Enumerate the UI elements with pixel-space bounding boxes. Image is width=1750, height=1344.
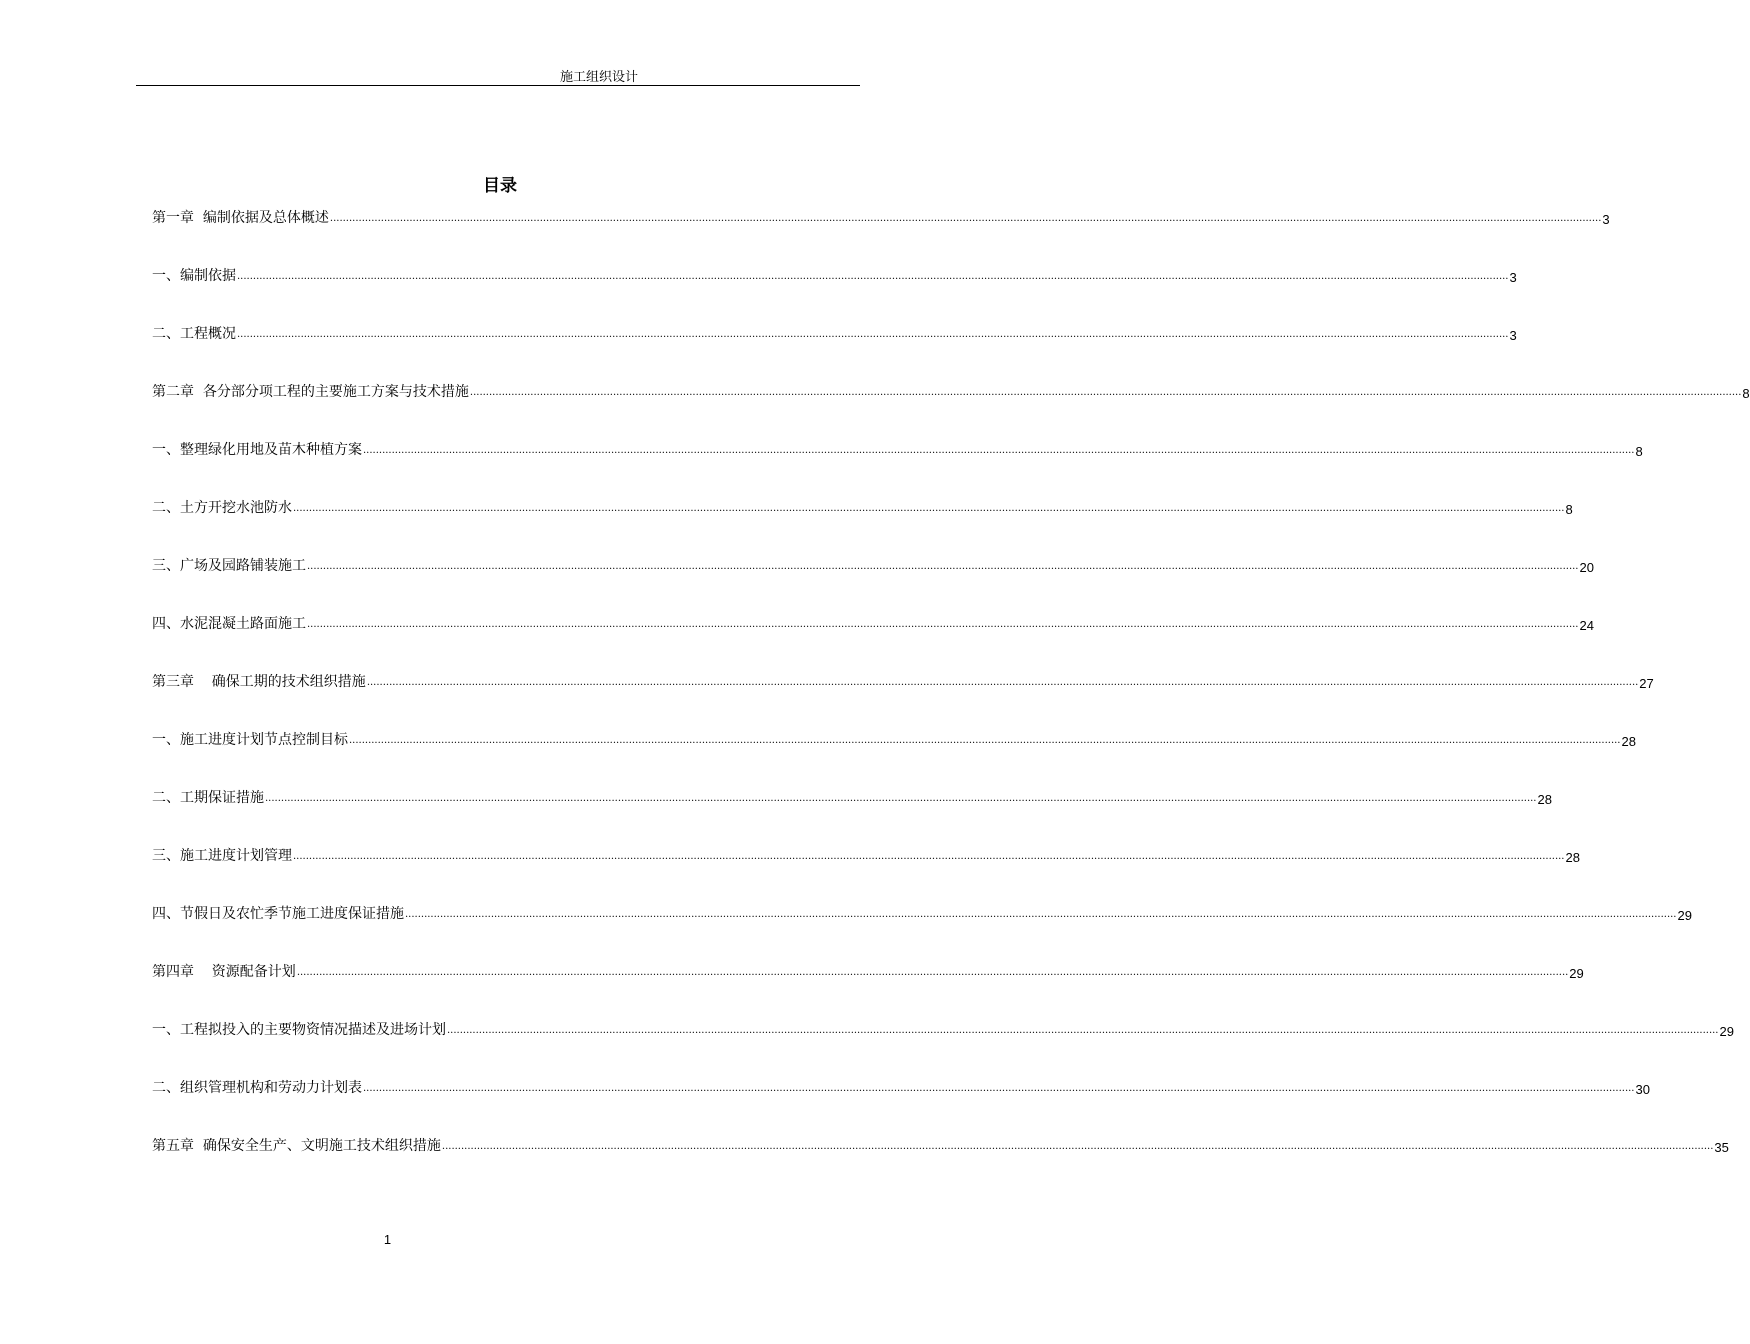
toc-entry-label: 四、节假日及农忙季节施工进度保证措施 — [152, 906, 404, 922]
toc-dot-leader: ................................................................................................................................................................................................................................................................................................................................................................................................................ — [363, 445, 1635, 456]
toc-entry-page: 29 — [1677, 908, 1692, 923]
toc-dot-leader: ................................................................................................................................................................................................................................................................................................................................................................................................................ — [366, 677, 1639, 688]
toc-entry[interactable] — [152, 959, 1584, 981]
header-title: 施工组织设计 — [560, 70, 639, 85]
toc-entry[interactable] — [152, 1017, 1734, 1039]
toc-entry[interactable] — [152, 379, 1750, 401]
toc-dot-leader: ................................................................................................................................................................................................................................................................................................................................................................................................................ — [237, 271, 1509, 282]
toc-entry-page: 27 — [1639, 676, 1654, 691]
toc-entry[interactable] — [152, 553, 1594, 575]
toc-entry-page: 30 — [1635, 1082, 1650, 1097]
toc-entry-label: 第三章 确保工期的技术组织措施 — [152, 674, 366, 690]
toc-entry-label: 一、工程拟投入的主要物资情况描述及进场计划 — [152, 1022, 446, 1038]
page-number: 1 — [383, 1232, 392, 1247]
toc-title: 目录 — [483, 176, 517, 196]
toc-entry-page: 29 — [1569, 966, 1584, 981]
toc-entry-page: 28 — [1565, 850, 1580, 865]
toc-dot-leader: ................................................................................................................................................................................................................................................................................................................................................................................................................ — [293, 503, 1565, 514]
toc-entry[interactable] — [152, 611, 1594, 633]
toc-dot-leader: ................................................................................................................................................................................................................................................................................................................................................................................................................ — [329, 213, 1602, 224]
toc-dot-leader: ................................................................................................................................................................................................................................................................................................................................................................................................................ — [237, 329, 1509, 340]
toc-dot-leader: ................................................................................................................................................................................................................................................................................................................................................................................................................ — [349, 735, 1621, 746]
toc-entry[interactable] — [152, 669, 1654, 691]
toc-entry-page: 24 — [1579, 618, 1594, 633]
toc-entry[interactable] — [152, 321, 1517, 343]
toc-entry-page: 8 — [1565, 502, 1573, 517]
toc-entry-page: 28 — [1537, 792, 1552, 807]
toc-dot-leader: ................................................................................................................................................................................................................................................................................................................................................................................................................ — [405, 909, 1677, 920]
toc-entry-label: 一、编制依据 — [152, 268, 236, 284]
toc-entry-label: 二、工程概况 — [152, 326, 236, 342]
toc-entry[interactable] — [152, 205, 1610, 227]
toc-entry-label: 一、施工进度计划节点控制目标 — [152, 732, 348, 748]
toc-entry-label: 三、广场及园路铺装施工 — [152, 558, 306, 574]
toc-entry-label: 三、施工进度计划管理 — [152, 848, 292, 864]
toc-entry[interactable] — [152, 785, 1552, 807]
toc-entry-label: 第四章 资源配备计划 — [152, 964, 296, 980]
toc-entry-page: 29 — [1719, 1024, 1734, 1039]
toc-entry-page: 3 — [1602, 212, 1610, 227]
toc-entry-page: 20 — [1579, 560, 1594, 575]
toc-entry-page: 3 — [1509, 270, 1517, 285]
toc-entry-label: 二、土方开挖水池防水 — [152, 500, 292, 516]
toc-entry[interactable] — [152, 263, 1517, 285]
toc-entry-page: 8 — [1742, 386, 1750, 401]
toc-dot-leader: ................................................................................................................................................................................................................................................................................................................................................................................................................ — [296, 967, 1569, 978]
toc-entry-page: 8 — [1635, 444, 1643, 459]
toc-entry-page: 35 — [1714, 1140, 1729, 1155]
toc-entry-label: 一、整理绿化用地及苗木种植方案 — [152, 442, 362, 458]
toc-entry-label: 二、组织管理机构和劳动力计划表 — [152, 1080, 362, 1096]
toc-entry[interactable] — [152, 843, 1580, 865]
toc-entry-label: 四、水泥混凝土路面施工 — [152, 616, 306, 632]
toc-dot-leader: ................................................................................................................................................................................................................................................................................................................................................................................................................ — [307, 619, 1579, 630]
toc-entry[interactable] — [152, 727, 1636, 749]
toc-entry[interactable] — [152, 901, 1692, 923]
toc-entry[interactable] — [152, 1133, 1729, 1155]
toc-dot-leader: ................................................................................................................................................................................................................................................................................................................................................................................................................ — [441, 1141, 1714, 1152]
toc-entry-page: 3 — [1509, 328, 1517, 343]
toc-entry-page: 28 — [1621, 734, 1636, 749]
toc-dot-leader: ................................................................................................................................................................................................................................................................................................................................................................................................................ — [469, 387, 1742, 398]
toc-entry-label: 第一章 编制依据及总体概述 — [152, 210, 329, 226]
toc-entry[interactable] — [152, 495, 1573, 517]
toc-entry[interactable] — [152, 1075, 1650, 1097]
toc-entry-label: 第五章 确保安全生产、文明施工技术组织措施 — [152, 1138, 441, 1154]
toc-dot-leader: ................................................................................................................................................................................................................................................................................................................................................................................................................ — [447, 1025, 1719, 1036]
toc-dot-leader: ................................................................................................................................................................................................................................................................................................................................................................................................................ — [293, 851, 1565, 862]
toc-entry-label: 二、工期保证措施 — [152, 790, 264, 806]
toc-entry[interactable] — [152, 437, 1643, 459]
header-rule — [136, 85, 860, 86]
toc-dot-leader: ................................................................................................................................................................................................................................................................................................................................................................................................................ — [363, 1083, 1635, 1094]
toc-dot-leader: ................................................................................................................................................................................................................................................................................................................................................................................................................ — [307, 561, 1579, 572]
toc-entry-label: 第二章 各分部分项工程的主要施工方案与技术措施 — [152, 384, 469, 400]
toc-dot-leader: ................................................................................................................................................................................................................................................................................................................................................................................................................ — [265, 793, 1537, 804]
